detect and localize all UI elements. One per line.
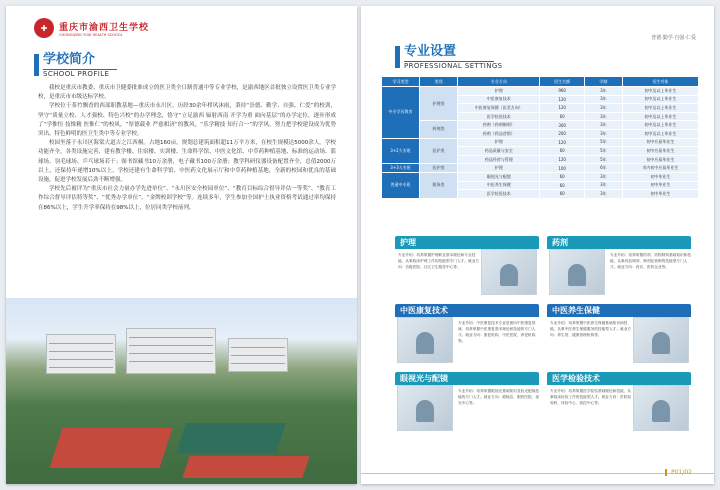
cell-years: 5年 bbox=[584, 155, 622, 164]
major-card-nursing bbox=[395, 236, 539, 270]
cell-major: 药品经营与管理 bbox=[458, 155, 540, 164]
cell-type: 中专学历教育 bbox=[382, 87, 420, 139]
profile-title-cn: 学校简介 bbox=[43, 52, 96, 67]
cell-quota: 60 bbox=[540, 147, 584, 156]
cell-major: 中医康复技术 bbox=[458, 95, 540, 104]
cell-quota: 120 bbox=[540, 95, 584, 104]
profile-paragraph: 学校先后被评为“重庆市社会力量办学先进单位”、“永川区安全校园单位”、“教育目标综合督导评估一等奖”、“教育工作综合督导评估特等奖”、“优秀办学单位”、“金牌校训学校”等。连续多年，学生参加全国护士执业资格考试通过率均保持在86%以上，学生升学率保持在98%以上，位居同类学校前列。 bbox=[38, 186, 336, 211]
table-header: 学制 bbox=[584, 77, 622, 87]
cell-years: 3年 bbox=[584, 172, 622, 181]
cell-target: 初中及以上毕业生 bbox=[622, 95, 698, 104]
card-photo bbox=[397, 317, 453, 363]
cell-major: 药剂（药剂制剂） bbox=[458, 121, 540, 130]
cell-category: 服务类 bbox=[420, 172, 458, 198]
cell-target: 初中及以上毕业生 bbox=[622, 129, 698, 138]
cell-years: 5年 bbox=[584, 147, 622, 156]
cell-target: 市内初中应届毕业生 bbox=[622, 164, 698, 173]
cell-target: 初中毕业生 bbox=[622, 190, 698, 199]
cell-years: 6年 bbox=[584, 164, 622, 173]
card-photo bbox=[633, 317, 689, 363]
cell-quota: 60 bbox=[540, 181, 584, 190]
card-text: 专业介绍：中医康复技术专业是面向中医康复领域，培养掌握中医康复基本理论和技能的专门人才。就业方向：康复机构、中医医院、养老机构等。 bbox=[458, 321, 536, 343]
table-header: 招生对象 bbox=[622, 77, 698, 87]
major-card-optometry bbox=[395, 372, 539, 406]
profile-text bbox=[38, 84, 336, 213]
logo-name-cn: 重庆市渝西卫生学校 bbox=[59, 22, 150, 33]
settings-title-en: PROFESSIONAL SETTINGS bbox=[404, 62, 503, 70]
cell-major: 护理 bbox=[458, 164, 540, 173]
card-text: 专业介绍：培养掌握医学检验基础理论和技能，从事临床检验工作的技能型人才。就业方向：医院检验科、体检中心、疾控中心等。 bbox=[550, 389, 632, 405]
card-title: 护理 bbox=[395, 236, 539, 249]
cell-target: 初中毕业生 bbox=[622, 172, 698, 181]
cell-years: 3年 bbox=[584, 95, 622, 104]
school-emblem-icon: ✚ bbox=[34, 18, 54, 38]
cell-target: 初中及以上毕业生 bbox=[622, 104, 698, 113]
cell-quota: 60 bbox=[540, 190, 584, 199]
table-row bbox=[382, 172, 699, 181]
cell-years: 3年 bbox=[584, 129, 622, 138]
school-logo bbox=[34, 18, 149, 38]
profile-heading bbox=[34, 52, 117, 78]
cell-quota: 60 bbox=[540, 112, 584, 121]
major-card-lab bbox=[547, 372, 691, 406]
card-title: 药剂 bbox=[547, 236, 691, 249]
table-header: 类别 bbox=[420, 77, 458, 87]
cell-target: 初中应届毕业生 bbox=[622, 138, 698, 147]
profile-paragraph: 我校是重庆市教委、重庆市卫健委批准成立的医卫类全日制普通中等专业学校，是渝西地区首批独立设置医卫类专业学校，是重庆市市级达标学校。 bbox=[38, 85, 336, 101]
table-header: 专业方向 bbox=[458, 77, 540, 87]
cell-major: 医学检验技术 bbox=[458, 190, 540, 199]
table-row bbox=[382, 87, 699, 96]
cell-quota: 120 bbox=[540, 155, 584, 164]
settings-heading bbox=[395, 44, 503, 70]
card-photo bbox=[481, 249, 537, 295]
cell-target: 初中及以上毕业生 bbox=[622, 87, 698, 96]
card-text: 专业介绍：培养掌握药剂、药物制剂基础知识和技能，从事药品调剂、制剂及营销的技能型专门人才。就业方向：药店、医药企业等。 bbox=[610, 253, 692, 269]
cell-category: 药剂类 bbox=[420, 121, 458, 138]
table-row bbox=[382, 138, 699, 147]
cell-major: 中医康复保健（医美方向） bbox=[458, 104, 540, 113]
cell-years: 3年 bbox=[584, 104, 622, 113]
table-row bbox=[382, 164, 699, 173]
major-card-rehab bbox=[395, 304, 539, 344]
cell-category: 医护类 bbox=[420, 138, 458, 164]
cell-major: 护理 bbox=[458, 138, 540, 147]
cell-years: 3年 bbox=[584, 87, 622, 96]
campus-photo bbox=[6, 298, 357, 484]
cell-target: 初中应届毕业生 bbox=[622, 155, 698, 164]
cell-type: 3+2大专班 bbox=[382, 138, 420, 164]
card-title: 中医康复技术 bbox=[395, 304, 539, 317]
table-header: 学习类型 bbox=[382, 77, 420, 87]
cell-years: 3年 bbox=[584, 190, 622, 199]
cell-quota: 300 bbox=[540, 121, 584, 130]
profile-title-en: SCHOOL PROFILE bbox=[43, 70, 110, 78]
cell-target: 初中应届毕业生 bbox=[622, 147, 698, 156]
right-page bbox=[361, 6, 714, 484]
cell-years: 3年 bbox=[584, 181, 622, 190]
cell-years: 3年 bbox=[584, 121, 622, 130]
cell-quota: 960 bbox=[540, 87, 584, 96]
card-photo bbox=[549, 249, 605, 295]
profile-paragraph: 校园坐落于永川区海棠大道吉之江西桐。占地160亩，规划总建筑面积超11万平方米，在校生规模达5000余人。学校功能齐全，各类设施完善，建有教学楼、住宿楼、实训楼、生命科学馆、中医文化馆、中草药种植基地、标准的运动场、篮球场、羽毛球场、乒乓球场若干；图书馆藏书10万余册，电子藏书100万余册；教学科研仪器设备配置齐全，总值2000万以上，还保持年递增10%以上。学校还建有生命科学馆、中医药文化展示厅和中草药种植基地，全新的校园和优良的基础设施，促进学校发展后劲不断增强。 bbox=[38, 140, 336, 184]
footer-line bbox=[361, 473, 714, 474]
logo-name-en: CHONGQING YUXI HEALTH SCHOOL bbox=[59, 32, 123, 37]
school-motto: 普德·勤学·自强·仁爱 bbox=[651, 35, 696, 41]
card-photo bbox=[633, 385, 689, 431]
cell-quota: 120 bbox=[540, 138, 584, 147]
cell-quota: 60 bbox=[540, 172, 584, 181]
cell-years: 5年 bbox=[584, 138, 622, 147]
cell-quota: 100 bbox=[540, 164, 584, 173]
cell-target: 初中及以上毕业生 bbox=[622, 121, 698, 130]
cell-type: 3+3大专班 bbox=[382, 164, 420, 173]
table-row bbox=[382, 121, 699, 130]
cell-years: 3年 bbox=[584, 112, 622, 121]
cell-quota: 120 bbox=[540, 104, 584, 113]
major-card-pharmacy bbox=[547, 236, 691, 270]
cell-major: 医学检验技术 bbox=[458, 112, 540, 121]
card-title: 中医养生保健 bbox=[547, 304, 691, 317]
card-text: 专业介绍：培养掌握护理职业基本理论和专业技能，从事临床护理工作的技能型专门人才。就业方向：各级医院、社区卫生服务中心等。 bbox=[398, 253, 480, 269]
card-title: 医学检验技术 bbox=[547, 372, 691, 385]
cell-category: 护理类 bbox=[420, 87, 458, 121]
card-text: 专业介绍：培养掌握中医养生保健基础知识和技能，从事中医养生保健服务的技能型人才。就业方向：养生馆、健康管理机构等。 bbox=[550, 321, 632, 337]
cell-quota: 200 bbox=[540, 129, 584, 138]
card-title: 眼视光与配镜 bbox=[395, 372, 539, 385]
card-photo bbox=[397, 385, 453, 431]
program-table bbox=[381, 76, 699, 199]
settings-title-cn: 专业设置 bbox=[404, 44, 457, 59]
cell-target: 初中毕业生 bbox=[622, 181, 698, 190]
major-card-wellness bbox=[547, 304, 691, 338]
cell-target: 初中及以上毕业生 bbox=[622, 112, 698, 121]
card-text: 专业介绍：培养掌握眼视光基础知识及验光配镜技能的专门人才。就业方向：眼镜店、眼科医院、视光中心等。 bbox=[458, 389, 540, 405]
profile-paragraph: 学校位于茶竹飘香的西部职教基地—重庆市永川区，历经30余年栉风沐雨，秉持“崇德、勤学、自强、仁爱”的校训，坚守“质量立校、人才强校、特色兴校”的办学理念，恪守“立足渝西 辐射西南 开学为重 面向基层”的办学定位，逐步形成了“学惟恒 技惟精 医惟仁”的校风，“厚德载业 严慈相济”的教风，“乐学精技 知行合一”的学风，努力把学校建设成为优势突出、特色鲜明的医卫生类中等专业学校。 bbox=[38, 103, 336, 138]
cell-type: 普通中专班 bbox=[382, 172, 420, 198]
cell-major: 护理 bbox=[458, 87, 540, 96]
page-number: P01/02 bbox=[665, 469, 692, 476]
cell-major: 药剂（药品营销） bbox=[458, 129, 540, 138]
cell-category: 医护类 bbox=[420, 164, 458, 173]
left-page bbox=[6, 6, 357, 484]
cell-major: 中医养生保健 bbox=[458, 181, 540, 190]
cell-major: 药品质量与安全 bbox=[458, 147, 540, 156]
cell-major: 眼视光与配镜 bbox=[458, 172, 540, 181]
table-header: 招生名额 bbox=[540, 77, 584, 87]
